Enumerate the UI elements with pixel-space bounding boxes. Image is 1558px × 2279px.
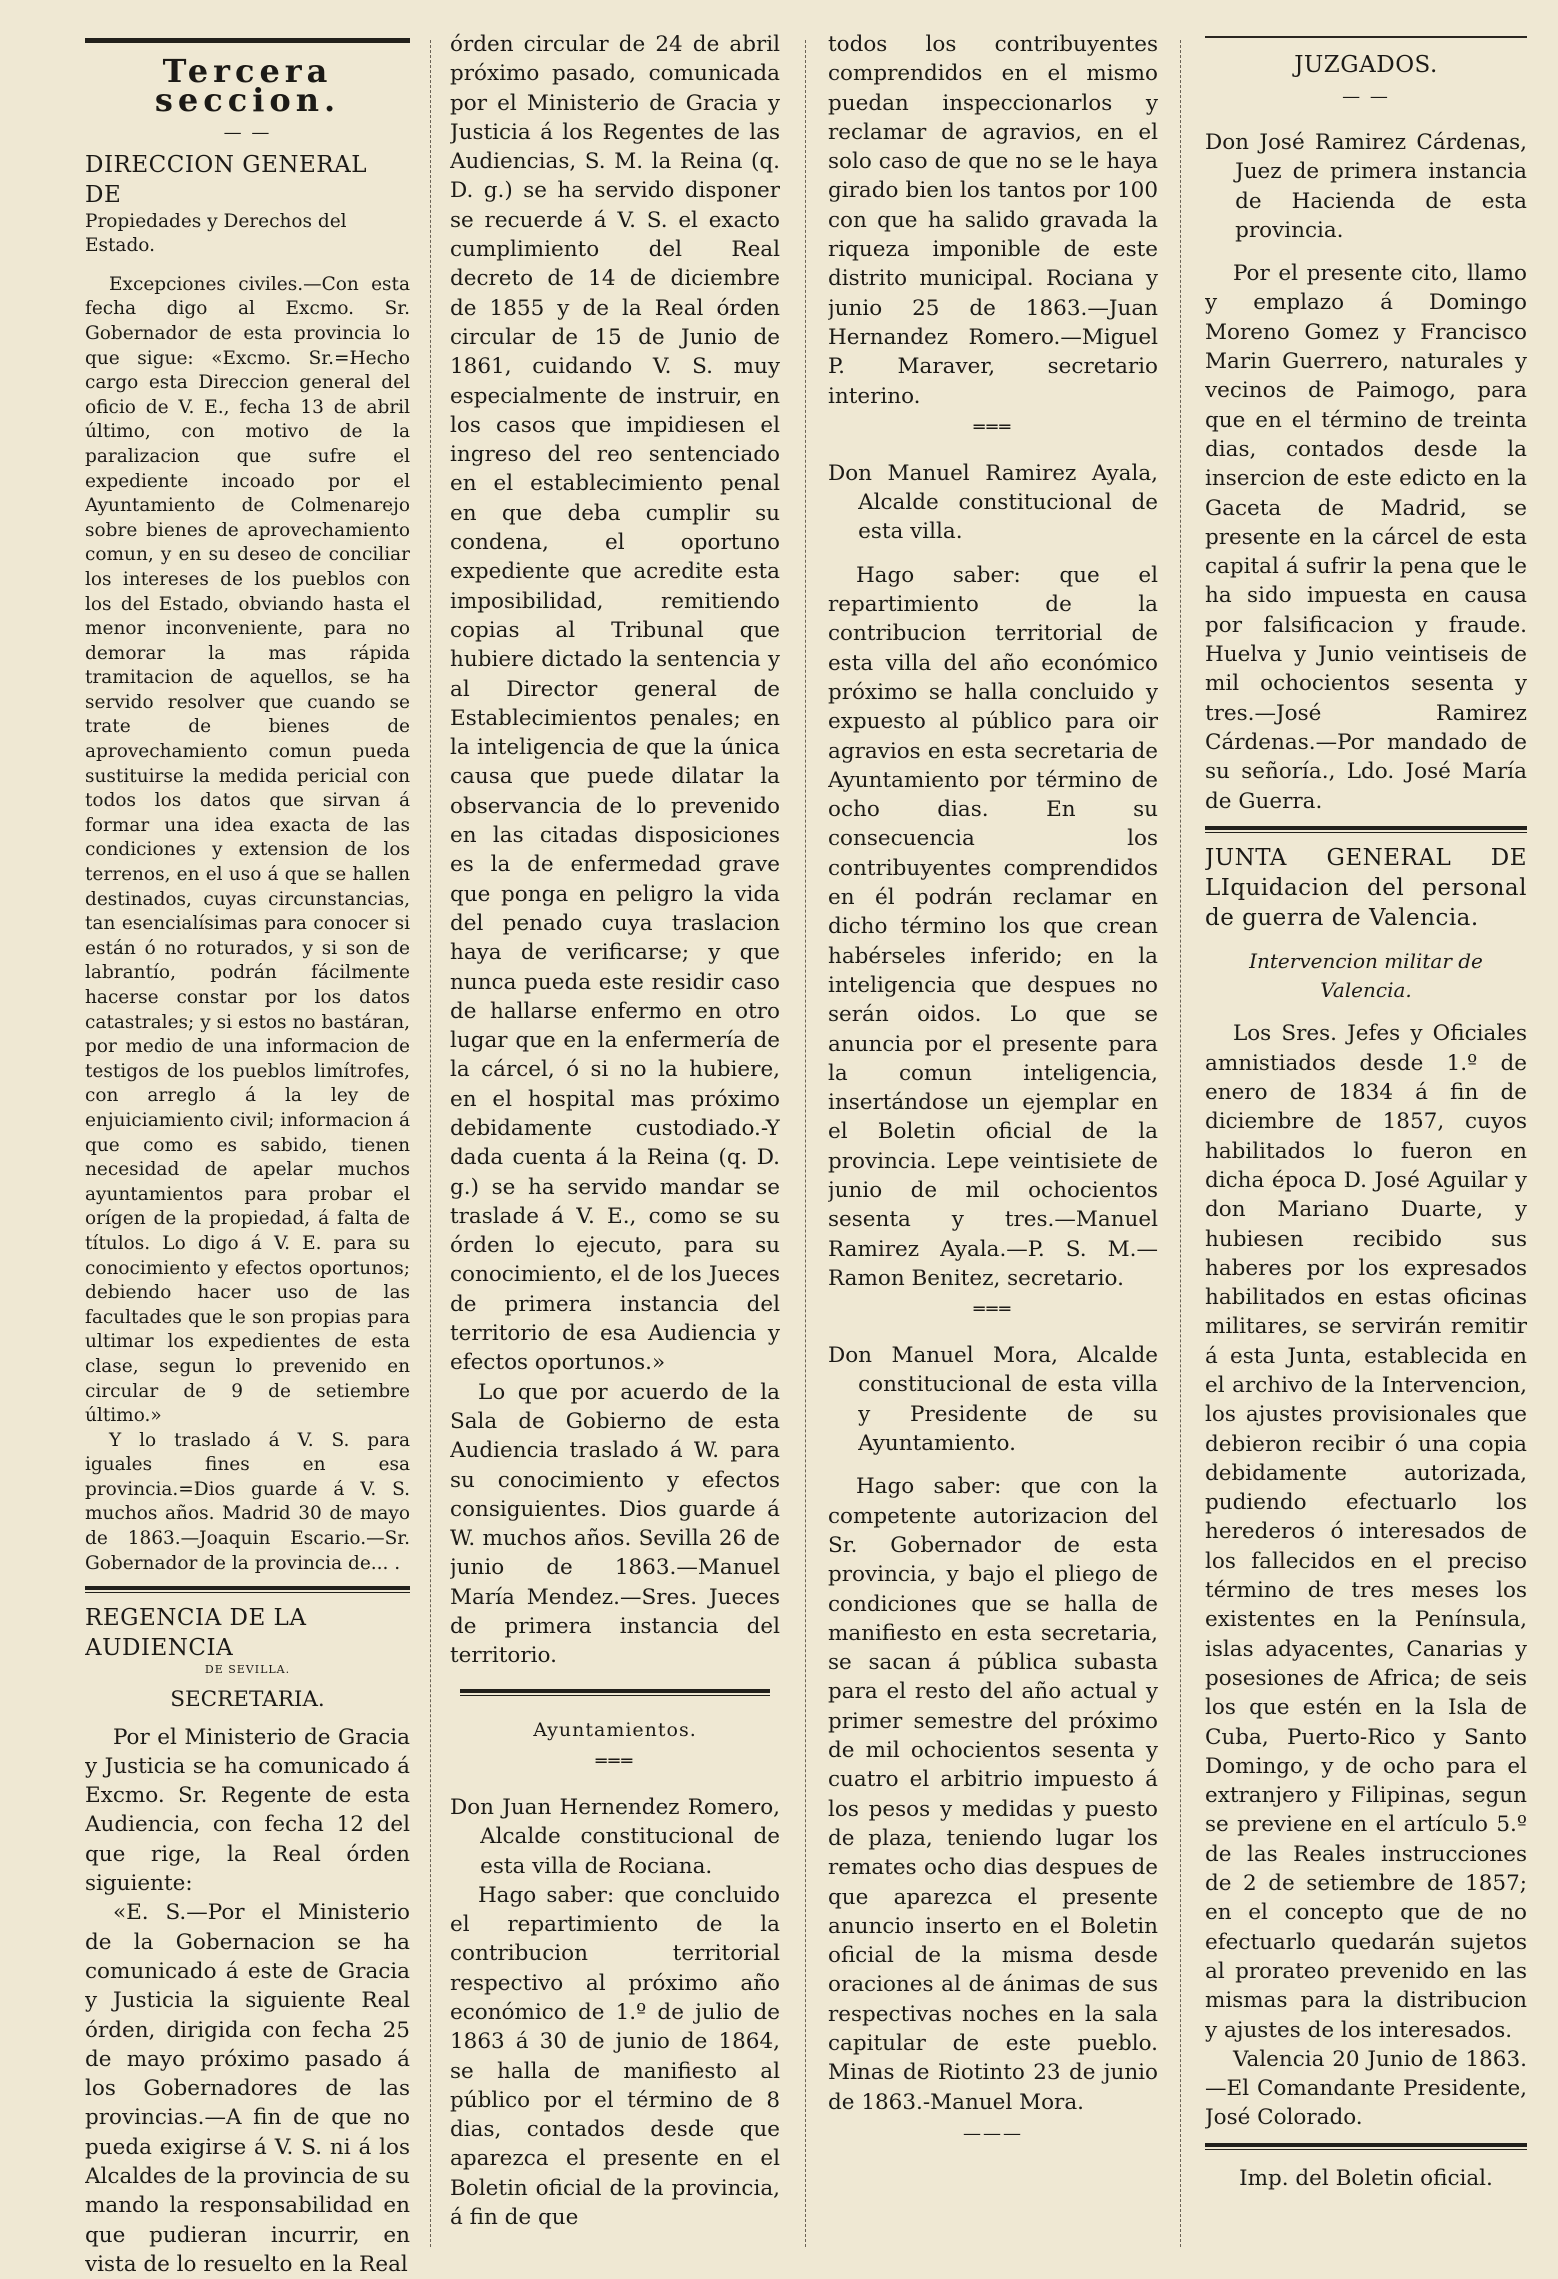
junta-body: Los Sres. Jefes y Oficiales amnistiados desde 1.º de enero de 1834 á fin de diciembre de 1857, cuyos habilitados lo fueron en dicha época D. José Aguilar y don Mariano Duarte, y hubiesen recibido sus haberes por los expresados habilitados en estas oficinas militares, se servirán remitir á esta Junta, establecida en el archivo de la Intervencion, los ajustes provisionales que debieron recibir ó una copia debidamente autorizada, pudiendo efectuarlo los herederos ó interesados de los fallecidos en el preciso término de tres meses los existentes en la Península, islas adyacentes, Canarias y posesiones de Africa; de seis los que estén en la Isla de Cuba, Puerto-Rico y Santo Domingo, y de ocho para el extranjero y Filipinas, segun se previene en el artículo 5.º de las Reales instrucciones de 2 de setiembre de 1857; en el concepto que de no efectuarlo quedarán sujetos al prorateo prevenido en las mismas para la distribucion y ajustes de los interesados. [1205,1021,1527,2043]
column-1 [85,30,410,2279]
notice-heading-lepe: Don Manuel Ramirez Ayala, Alcalde constitucional de esta villa. [828,460,1158,545]
section-rule [1205,826,1527,833]
direccion-body-closing: Y lo traslado á V. S. para iguales fines en esa provincia.=Dios guarde á V. S. muchos años. Madrid 30 de mayo de 1863.—Joaquin Escario.—Sr. Gobernador de la provincia de... . [85,1429,410,1574]
juzgados-title: JUZGADOS. [1294,52,1438,78]
junta-title: JUNTA GENERAL DE LIquidacion del personal de guerra de Valencia. [1205,844,1527,931]
intervencion-heading: Intervencion militar de Valencia. [1249,948,1483,1003]
real-orden-text: órden circular de 24 de abril próximo pasado, comunicada por el Ministerio de Gracia y Justicia á los Regentes de las Audiencias, S. M. la Reina (q. D. g.) se ha servido disponer se recuerde á V. S. el exacto cumplimiento del Real decreto de 14 de diciembre de 1855 y de la Real órden circular de 15 de Junio de 1861, cuidando V. S. muy especialmente de instruir, en los casos que impidiesen el ingreso del reo sentenciado en el establecimiento penal en que deba cumplir su condena, el oportuno expediente que acredite esta imposibilidad, remitiendo copias al Tribunal que hubiere dictado la sentencia y al Director general de Establecimientos penales; en la inteligencia de que la única causa que puede dilatar la observancia de lo prevenido en las citadas disposiciones es la de enfermedad grave que ponga en peligro la vida del penado cuya traslacion haya de verificarse; y que nunca pueda este residir caso de hallarse enfermo en otro lugar que en la enfermería de la cárcel, ó si no la hubiere, en el hospital mas próximo debidamente custodiado.-Y dada cuenta á la Reina (q. D. g.) se ha servido mandar se traslade á V. E., como se su órden lo ejecuto, para su conocimiento, el de los Jueces de primera instancia del territorio de esa Audiencia y efectos oportunos.» [450,32,780,1376]
regencia-body: Por el Ministerio de Gracia y Justicia se ha comunicado á Excmo. Sr. Regente de esta Audiencia, con fecha 12 del que rige, la Real órden siguiente: [85,1724,410,1897]
junta-signature: Valencia 20 Junio de 1863. —El Comandante Presidente, José Colorado. [1205,2046,1527,2131]
notice-heading-riotinto: Don Manuel Mora, Alcalde constitucional de esta villa y Presidente de su Ayuntamiento. [828,1343,1158,1457]
regencia-order-text: «E. S.—Por el Ministerio de la Gobernacion se ha comunicado á este de Gracia y Justicia la siguiente Real órden, dirigida con fecha 25 de mayo próximo pasado á los Gobernadores de las provincias.—A fin de que no pueda exigirse á V. S. ni á los Alcaldes de la provincia de su mando la responsabilidad en que pudieran incurrir, en vista de lo resuelto en la Real [85,1900,410,2277]
top-rule [85,38,410,43]
section-rule [85,1586,410,1593]
regencia-title: REGENCIA DE LA AUDIENCIA [85,1605,307,1662]
rociana-continued: todos los contribuyentes comprendidos en el mismo puedan inspeccionarlos y reclamar de agravios, en el solo caso de que no se le haya girado bien los tantos por 100 con que ha salido gravada la riqueza imponible de este distrito municipal. Rociana y junio 25 de 1863.—Juan Hernandez Romero.—Miguel P. Maraver, secretario interino. [828,32,1158,409]
column-divider [1180,40,1181,2247]
column-divider [430,40,431,2247]
ornament: — — [1342,86,1390,107]
juez-edict-body: Por el presente cito, llamo y emplazo á Domingo Moreno Gomez y Francisco Marin Guerrero, naturales y vecinos de Paimogo, para que en el término de treinta dias, contados desde la insercion de este edicto en la Gaceta de Madrid, se presente en la cárcel de esta capital á sufrir la pena que le ha sido impuesta en causa por falsificacion y fraude. Huelva y Junio veintiseis de mil ochocientos sesenta y tres.—José Ramirez Cárdenas.—Por mandado de su señoría., Ldo. José María de Guerra. [1205,261,1527,814]
column-divider [805,40,806,2247]
ornament: ═══ [973,1299,1013,1321]
direccion-subtitle: Propiedades y Derechos del Estado. [85,210,347,257]
notice-body-riotinto: Hago saber: que con la competente autorizacion del Sr. Gobernador de esta provincia, y bajo el pliego de condiciones que se halla de manifiesto en esta secretaria, se sacan á pública subasta para el resto del año actual y primer semestre del próximo de mil ochocientos sesenta y cuatro el arbitrio impuesto á los pesos y medidas y puesto de plaza, teniendo lugar los remates ocho dias despues de que aparezca el presente anuncio inserto en el Boletin oficial de la misma desde oraciones al de ánimas de sus respectivas noches en la sala capitular de este pueblo. Minas de Riotinto 23 de junio de 1863.-Manuel Mora. [828,1474,1158,2115]
column-2 [450,30,780,2232]
column-3 [828,30,1158,2151]
regencia-subtitle: DE SEVILLA. [204,1663,291,1677]
section-title: Tercera seccion. [154,52,341,120]
printer-imprint: Imp. del Boletin oficial. [1239,2165,1493,2191]
section-rule [1205,2143,1527,2150]
direccion-title: DIRECCION GENERAL DE [85,151,367,208]
juez-heading: Don José Ramirez Cárdenas, Juez de primera instancia de Hacienda de esta provincia. [1205,130,1527,243]
notice-heading-rociana: Don Juan Hernendez Romero, Alcalde constitucional de esta villa de Rociana. [450,1794,780,1879]
ayuntamientos-title: Ayuntamientos. [533,1718,697,1741]
secretaria-heading: SECRETARIA. [170,1687,325,1713]
ornament: ═══ [973,416,1013,438]
top-rule [1205,36,1527,38]
notice-body-rociana: Hago saber: que concluido el repartimiento de la contribucion territorial respectivo al próximo año económico de 1.º de julio de 1863 á 30 de junio de 1864, se halla de manifiesto al público por el término de 8 dias, contados desde que aparezca el presente en el Boletin oficial de la provincia, á fin de que [450,1882,780,2231]
section-rule [460,1689,770,1696]
ornament: ——— [963,2122,1023,2144]
column-4 [1205,30,1527,2193]
notice-body-lepe: Hago saber: que el repartimiento de la contribucion territorial de esta villa del año económico próximo se halla concluido y expuesto al público para oir agravios en esta secretaria de Ayuntamiento por término de ocho dias. En su consecuencia los contribuyentes comprendidos en él podrán reclamar en dicho término los que crean habérseles inferido; en la inteligencia que despues no serán oidos. Lo que se anuncia por el presente para la comun inteligencia, insertándose un ejemplar en el Boletin oficial de la provincia. Lepe veintisiete de junio de mil ochocientos sesenta y tres.—Manuel Ramirez Ayala.—P. S. M.—Ramon Benitez, secretario. [828,562,1158,1291]
direccion-body: Excepciones civiles.—Con esta fecha digo al Excmo. Sr. Gobernador de esta provincia lo que sigue: «Excmo. Sr.=Hecho cargo esta Direccion general del oficio de V. E., fecha 13 de abril último, con motivo de la paralizacion que sufre el expediente incoado por el Ayuntamiento de Colmenarejo sobre bienes de aprovechamiento comun, y en su deseo de conciliar los intereses de los pueblos con los del Estado, obviando hasta el menor inconveniente, para no demorar la mas rápida tramitacion de aquellos, se ha servido resolver que cuando se trate de bienes de aprovechamiento comun pueda sustituirse la medida pericial con todos los datos que sirvan á formar una idea exacta de las condiciones y extension de los terrenos, en el uso á que se hallen destinados, cuyas circunstancias, tan esencialísimas para conocer si están ó no roturados, y si son de labrantío, podrán fácilmente hacerse constar por los datos catastrales; y si estos no bastáran, por medio de una informacion de testigos de los pueblos limítrofes, con arreglo á la ley de enjuiciamiento civil; informacion á que como es sabido, tienen necesidad de apelar muchos ayuntamientos para probar el orígen de la propiedad, á falta de títulos. Lo digo á V. E. para su conocimiento y efectos oportunos; debiendo hacer uso de las facultades que le son propias para ultimar los expedientes de esta clase, segun lo prevenido en circular de 9 de setiembre último.» [85,273,410,1427]
ornament: — — [223,121,272,143]
audiencia-traslado: Lo que por acuerdo de la Sala de Gobierno de esta Audiencia traslado á W. para su conocimiento y efectos consiguientes. Dios guarde á W. muchos años. Sevilla 26 de junio de 1863.—Manuel María Mendez.—Sres. Jueces de primera instancia del territorio. [450,1379,780,1669]
ornament: ═══ [595,1750,635,1772]
